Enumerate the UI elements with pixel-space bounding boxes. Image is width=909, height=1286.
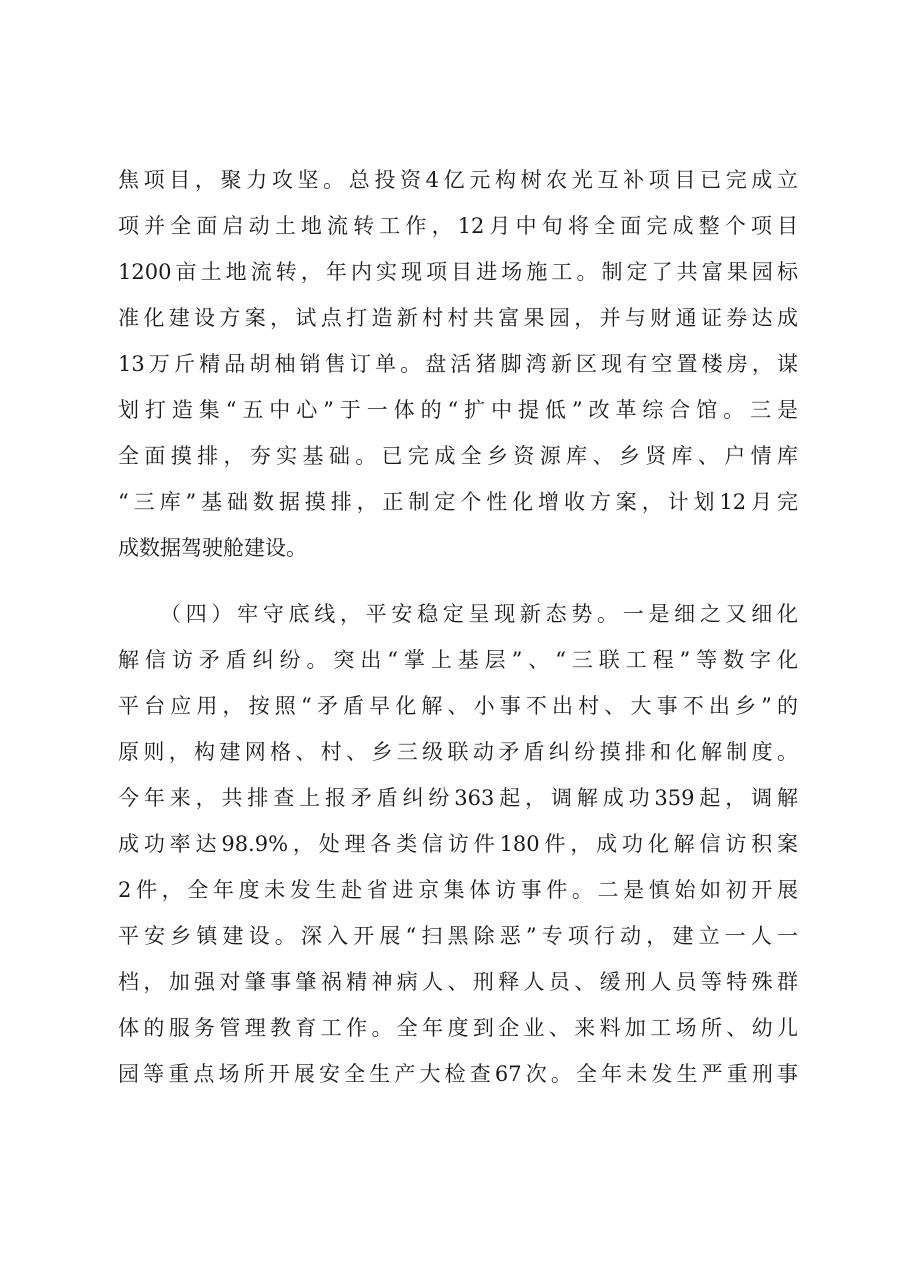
text-line: “三库”基础数据摸排，正制定个性化增收方案，计划12月完 <box>118 490 798 514</box>
text-line: 准化建设方案，试点打造新村村共富果园，并与财通证券达成 <box>118 306 798 330</box>
text-line: 今年来，共排查上报矛盾纠纷363起，调解成功359起，调解 <box>118 786 798 810</box>
text-line-paragraph-start: （四）牢守底线，平安稳定呈现新态势。一是细之又细化 <box>160 602 798 626</box>
text-line: 成功率达98.9%，处理各类信访件180件，成功化解信访积案 <box>118 832 798 856</box>
text-line: 项并全面启动土地流转工作，12月中旬将全面完成整个项目 <box>118 214 798 238</box>
text-line: 平安乡镇建设。深入开展“扫黑除恶”专项行动，建立一人一 <box>118 924 798 948</box>
text-line: 1200亩土地流转，年内实现项目进场施工。制定了共富果园标 <box>118 260 798 284</box>
text-line-paragraph-end: 成数据驾驶舱建设。 <box>118 536 307 560</box>
text-line: 体的服务管理教育工作。全年度到企业、来料加工场所、幼儿 <box>118 1016 798 1040</box>
text-line: 解信访矛盾纠纷。突出“掌上基层”、“三联工程”等数字化 <box>118 648 798 672</box>
text-line: 全面摸排，夯实基础。已完成全乡资源库、乡贤库、户情库 <box>118 444 798 468</box>
text-line: 原则，构建网格、村、乡三级联动矛盾纠纷摸排和化解制度。 <box>118 740 798 764</box>
text-line: 2件，全年度未发生赴省进京集体访事件。二是慎始如初开展 <box>118 878 798 902</box>
text-line: 13万斤精品胡柚销售订单。盘活猪脚湾新区现有空置楼房，谋 <box>118 352 798 376</box>
text-line: 园等重点场所开展安全生产大检查67次。全年未发生严重刑事 <box>118 1062 798 1086</box>
text-line: 平台应用，按照“矛盾早化解、小事不出村、大事不出乡”的 <box>118 694 798 718</box>
text-line: 焦项目，聚力攻坚。总投资4亿元构树农光互补项目已完成立 <box>118 168 798 192</box>
text-line: 划打造集“五中心”于一体的“扩中提低”改革综合馆。三是 <box>118 398 798 422</box>
text-line: 档，加强对肇事肇祸精神病人、刑释人员、缓刑人员等特殊群 <box>118 970 798 994</box>
